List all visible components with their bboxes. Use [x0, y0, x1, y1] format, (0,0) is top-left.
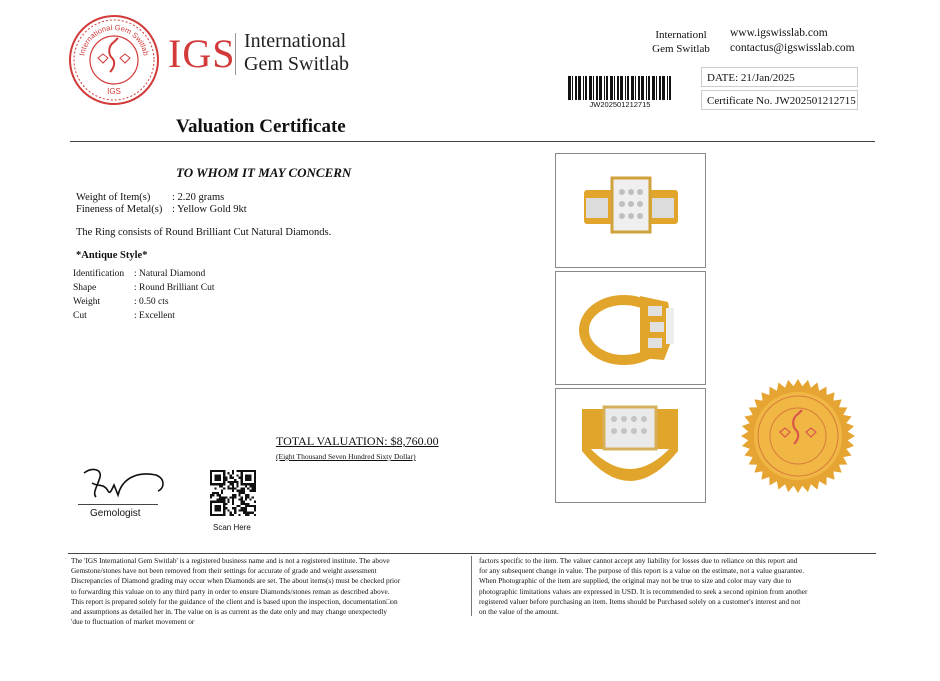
- contact-info: [730, 26, 855, 56]
- footer-rule: [68, 553, 876, 554]
- spec-label-weight: Weight: [73, 297, 101, 307]
- lab-name: [640, 28, 722, 56]
- ring-photo-top: [555, 388, 706, 503]
- ring-side-icon: [556, 272, 705, 384]
- brand-line-1: International: [244, 30, 347, 52]
- disclaimer-line: 'due to fluctuation of market movement or: [71, 617, 195, 627]
- gemologist-label: Gemologist: [90, 508, 141, 519]
- disclaimer-line: The 'IGS International Gem Switlab' is a registered business name and is not a registered institute. The above: [71, 556, 390, 565]
- spec-value-shape: : Round Brilliant Cut: [134, 283, 215, 293]
- igs-logo-seal-icon: [68, 14, 160, 106]
- style-label: *Antique Style*: [76, 250, 148, 261]
- disclaimer-line: registered valuer before purchasing an item. Items should be Purchased solely on a customer's interest and not: [479, 596, 801, 606]
- brand-line-2: Gem Switlab: [244, 53, 349, 75]
- spec-label-identification: Identification: [73, 269, 125, 279]
- weight-value: : 2.20 grams: [172, 192, 225, 203]
- disclaimer-line: Discrepancies of Diamond grading may occur when Diamonds are set. The about items(s) must be checked prior: [71, 576, 401, 586]
- total-valuation: TOTAL VALUATION: $8,760.00: [276, 434, 439, 448]
- ring-photo-side: [555, 271, 706, 385]
- disclaimer-line: to forwarding this valuae on to any third party in order to ensure Diamonds/stones reman as described above.: [71, 586, 390, 596]
- spec-label-cut: Cut: [73, 311, 87, 321]
- page-title: Valuation Certificate: [176, 116, 346, 137]
- certificate-number-field: Certificate No. JW202501212715: [701, 90, 858, 110]
- disclaimer-line: When Photographic of the item are supplied, the original may not be true to size and color may vary due to: [479, 576, 792, 586]
- brand-abbreviation: IGS: [168, 31, 236, 76]
- signature-line: [78, 504, 158, 505]
- ring-photo-front: [555, 153, 706, 268]
- disclaimer-line: and assumptions as detailed her in. The value on is as current as the date only and may change unexpectedly: [71, 607, 387, 617]
- seal-text-top: International Gem Switlab: [77, 22, 151, 57]
- email-link[interactable]: contactus@igswisslab.com: [730, 42, 855, 54]
- spec-value-weight: : 0.50 cts: [134, 297, 169, 307]
- signature-icon: [78, 465, 168, 505]
- spec-value-cut: : Excellent: [134, 311, 175, 321]
- valuation-in-words: (Eight Thousand Seven Hundred Sixty Dollar): [276, 452, 416, 461]
- spec-value-identification: : Natural Diamond: [134, 269, 206, 279]
- date-field: DATE: 21/Jan/2025: [701, 67, 858, 87]
- disclaimer-line: photographic limitations values are expressed in USD. It is recommended to seek a second opinion from another: [479, 586, 808, 596]
- lab-line-2: Gem Switlab: [652, 43, 710, 55]
- disclaimer-right: [479, 556, 874, 617]
- gold-seal-icon: [740, 378, 856, 494]
- footer-divider: [471, 556, 472, 616]
- item-description: The Ring consists of Round Brilliant Cut Natural Diamonds.: [76, 227, 332, 238]
- brand-divider: [235, 33, 236, 75]
- spec-label-shape: Shape: [73, 283, 97, 293]
- weight-label: Weight of Item(s): [76, 192, 151, 203]
- disclaimer-line: Gemstone/stones have not been removed from their settings for accurate of grade and weight assessment: [71, 566, 377, 576]
- scan-here-label: Scan Here: [213, 523, 251, 532]
- barcode-icon: [568, 76, 672, 100]
- disclaimer-left: [71, 556, 469, 627]
- brand-name: [244, 30, 349, 76]
- lab-line-1: Internationl: [655, 29, 707, 41]
- disclaimer-line: for any subsequent change in value. The purpose of this report is a value on the estimate, not a value guarantee.: [479, 566, 805, 576]
- concern-heading: TO WHOM IT MAY CONCERN: [176, 165, 352, 180]
- barcode-text: JW202501212715: [589, 100, 651, 109]
- disclaimer-line: on the value of the amount.: [479, 607, 559, 617]
- svg-text:International Gem Switlab: [77, 23, 150, 56]
- website-link[interactable]: www.igswisslab.com: [730, 27, 828, 39]
- seal-text-bottom: IGS: [107, 87, 121, 96]
- title-rule: [70, 141, 875, 142]
- disclaimer-line: This report is prepared solely for the guidance of the client and is based upon the inspection, documentation□on: [71, 596, 398, 606]
- disclaimer-line: factors specific to the item. The valuer cannot accept any liability for losses due to reliance on this report and: [479, 556, 798, 565]
- fineness-label: Fineness of Metal(s): [76, 204, 163, 215]
- ring-top-icon: [556, 389, 705, 502]
- ring-front-icon: [556, 154, 705, 267]
- qr-code-icon[interactable]: [210, 470, 256, 516]
- fineness-value: : Yellow Gold 9kt: [172, 204, 247, 215]
